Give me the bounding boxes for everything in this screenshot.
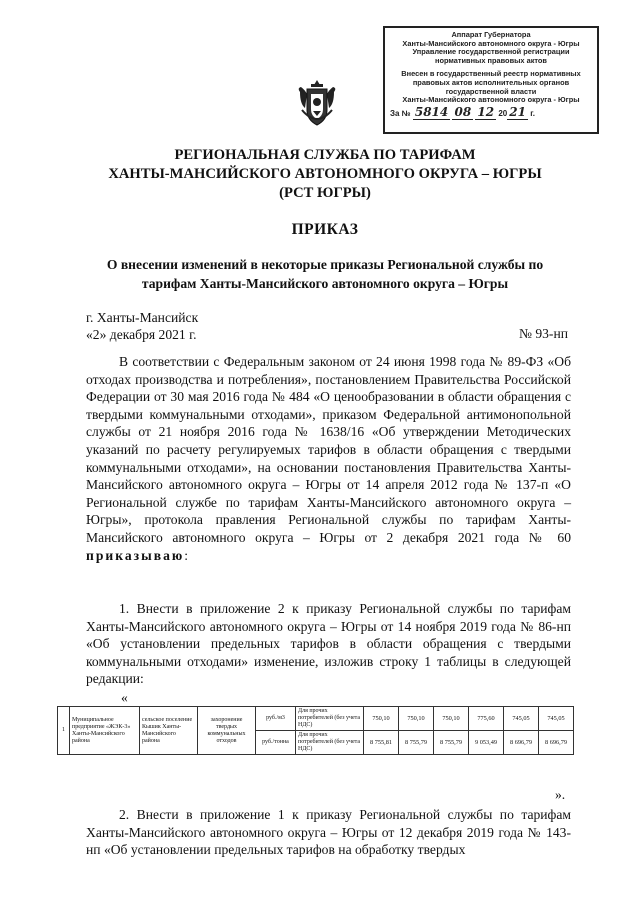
settlement-cell: сельское поселение Кышик Ханты-Мансийского района (140, 707, 198, 755)
agency-line: РЕГИОНАЛЬНАЯ СЛУЖБА ПО ТАРИФАМ (174, 147, 476, 163)
value-cell: 9 053,49 (469, 731, 504, 755)
document-subject (60, 255, 590, 293)
reg-suffix: г. (530, 108, 535, 118)
preamble-paragraph (86, 353, 571, 564)
value-cell: 745,05 (539, 707, 574, 731)
agency-title (60, 146, 590, 203)
unit-cell: руб./м3 (256, 707, 296, 731)
value-cell: 8 755,81 (364, 731, 399, 755)
reg-year: 21 (509, 104, 526, 119)
registration-stamp (383, 26, 599, 134)
value-cell: 750,10 (434, 707, 469, 731)
city: г. Ханты-Мансийск (86, 310, 199, 325)
value-cell: 8 696,79 (504, 731, 539, 755)
reg-month: 12 (477, 104, 495, 119)
subject-line: тарифам Ханты-Мансийского автономного округа – Югры (141, 276, 509, 291)
point-2-paragraph: 2. Внести в приложение 1 к приказу Региональной службы по тарифам Ханты-Мансийского автономного округа – Югры от 12 декабря 2019 года № 143-нп «Об установлении предельных тарифов на обработку твердых (86, 807, 571, 858)
quote-open: « (121, 690, 128, 705)
subject-line: О внесении изменений в некоторые приказы Региональной службы по (106, 257, 544, 272)
document-number: № 93-нп (518, 326, 568, 341)
reg-day: 08 (454, 104, 472, 119)
agency-line: ХАНТЫ-МАНСИЙСКОГО АВТОНОМНОГО ОКРУГА – ЮГРЫ (108, 166, 542, 182)
order-colon: : (184, 547, 189, 563)
stamp-line: Внесен в государственный реестр нормативных (401, 69, 581, 79)
value-cell: 8 755,79 (434, 731, 469, 755)
value-cell: 8 755,79 (399, 731, 434, 755)
stamp-line: Ханты-Мансийского автономного округа - Югры (402, 38, 580, 48)
preamble-text: В соответствии с Федеральным законом от 24 июня 1998 года № 89-ФЗ «Об отходах производства и потребления», постановлением Правительства Российской Федерации от 30 мая 2016 года № 484 «О ценообразовании в области обращения с твердыми коммунальными отходами», приказом Федеральной антимонопольной службы от 21 ноября 2016 года № 1638/16 «Об утверждении Методических указаний по расчету регулируемых тарифов в области обращения с твердыми коммунальными отходами», на основании постановления Правительства Ханты-Мансийского автономного округа – Югры от 14 апреля 2012 года № 137-п «О Региональной службе по тарифам Ханты-Мансийского автономного округа – Югры», протокола правления Региональной службы по тарифам Ханты-Мансийского автономного округа – Югры от 2 декабря 2021 года № 60 (86, 354, 571, 545)
point-1-paragraph: 1. Внести в приложение 2 к приказу Региональной службы по тарифам Ханты-Мансийского автономного округа – Югры от 14 ноября 2019 года № 86-нп «Об установлении предельных тарифов в области обращения с твердыми коммунальными отходами» изменение, изложив строку 1 таблицы в следующей редакции: (86, 601, 571, 687)
document-type: ПРИКАЗ (291, 221, 359, 238)
activity-cell: захоронение твердых коммунальных отходов (198, 707, 256, 755)
stamp-registration-line (390, 104, 592, 119)
stamp-line: Аппарат Губернатора (451, 30, 531, 39)
place-date-block (86, 309, 198, 343)
value-cell: 8 696,79 (539, 731, 574, 755)
consumer-cell: Для прочих потребителей (без учета НДС) (296, 731, 364, 755)
order-verb: приказываю (86, 547, 185, 563)
value-cell: 750,10 (399, 707, 434, 731)
tariff-table (57, 706, 574, 755)
consumer-cell: Для прочих потребителей (без учета НДС) (296, 707, 364, 731)
reg-year-prefix: 20 (498, 108, 508, 118)
value-cell: 775,60 (469, 707, 504, 731)
operator-cell: Муниципальное предприятие «ЖЭК-3» Ханты-Мансийского района (70, 707, 140, 755)
reg-number: 5814 (414, 104, 449, 119)
stamp-line: Управление государственной регистрации (412, 47, 570, 57)
coat-of-arms-icon (296, 78, 338, 128)
reg-prefix: За № (390, 108, 411, 118)
stamp-line: Ханты-Мансийского автономного округа - Югры (402, 95, 580, 105)
unit-cell: руб./тонна (256, 731, 296, 755)
value-cell: 750,10 (364, 707, 399, 731)
table-row (58, 707, 574, 731)
stamp-line: нормативных правовых актов (435, 55, 547, 65)
stamp-line: правовых актов исполнительных органов (412, 77, 570, 87)
value-cell: 745,05 (504, 707, 539, 731)
row-number-cell: 1 (58, 707, 70, 755)
agency-line: (РСТ ЮГРЫ) (279, 185, 371, 201)
stamp-line: государственной власти (445, 86, 537, 96)
document-date: «2» декабря 2021 г. (86, 327, 197, 342)
quote-close: ». (555, 787, 566, 802)
